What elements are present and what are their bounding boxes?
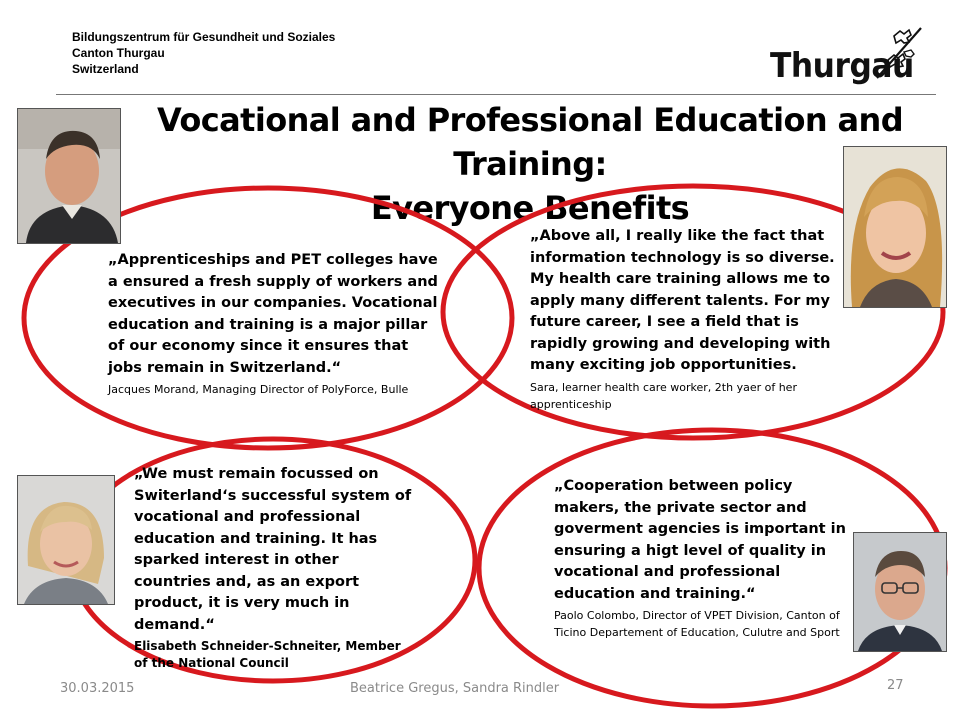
quote-bottom-right — [554, 476, 850, 641]
quote-author: Elisabeth Schneider-Schneiter, Member of the National Council — [134, 639, 401, 670]
org-line-2: Canton Thurgau — [72, 46, 165, 60]
page-number: 27 — [887, 678, 904, 693]
footer-authors: Beatrice Gregus, Sandra Rindler — [350, 681, 560, 696]
quote-text: „We must remain focussed on Switerland‘s successful system of vocational and professional education and training. It has sparked interest in other countries and, as an export product, it is very much in demand.“ — [134, 466, 412, 633]
org-line-1: Bildungszentrum für Gesundheit und Soziales — [72, 30, 336, 44]
org-line-3: Switzerland — [72, 62, 139, 76]
logo-text: Thurgau — [770, 46, 914, 86]
portrait-woman-bottom-left — [17, 475, 115, 605]
title-line-1: Vocational and Professional Education and Training: — [156, 101, 904, 183]
quote-text: „Apprenticeships and PET colleges have a ensured a fresh supply of workers and executives in our companies. Vocational education and training is a major pillar of our economy since it ensures that jobs remain in Switzerland.“ — [108, 252, 438, 376]
quote-top-left — [108, 250, 438, 398]
quote-text: „Cooperation between policy makers, the private sector and goverment agencies is important in ensuring a higt level of quality in vocational and professional education and training.“ — [554, 478, 846, 602]
footer-date: 30.03.2015 — [60, 681, 135, 696]
title-line-2: Everyone Benefits — [370, 189, 690, 227]
portrait-young-woman-top-right — [843, 146, 947, 308]
portrait-man-top-left — [17, 108, 121, 244]
quote-bottom-left — [134, 464, 414, 672]
quote-author: Sara, learner health care worker, 2th yaer of her apprenticeship — [530, 380, 797, 411]
portrait-man-bottom-right — [853, 532, 947, 652]
quote-author: Paolo Colombo, Director of VPET Division, Canton of Ticino Departement of Education, Culutre and Sport — [554, 609, 840, 639]
quote-text: „Above all, I really like the fact that information technology is so diverse. My health care training allows me to apply many different talents. For my future career, I see a field that is rapidly growing and developing with many exciting job opportunities. — [530, 228, 835, 373]
quote-top-right — [530, 226, 844, 413]
quote-author: Jacques Morand, Managing Director of PolyForce, Bulle — [108, 383, 409, 396]
